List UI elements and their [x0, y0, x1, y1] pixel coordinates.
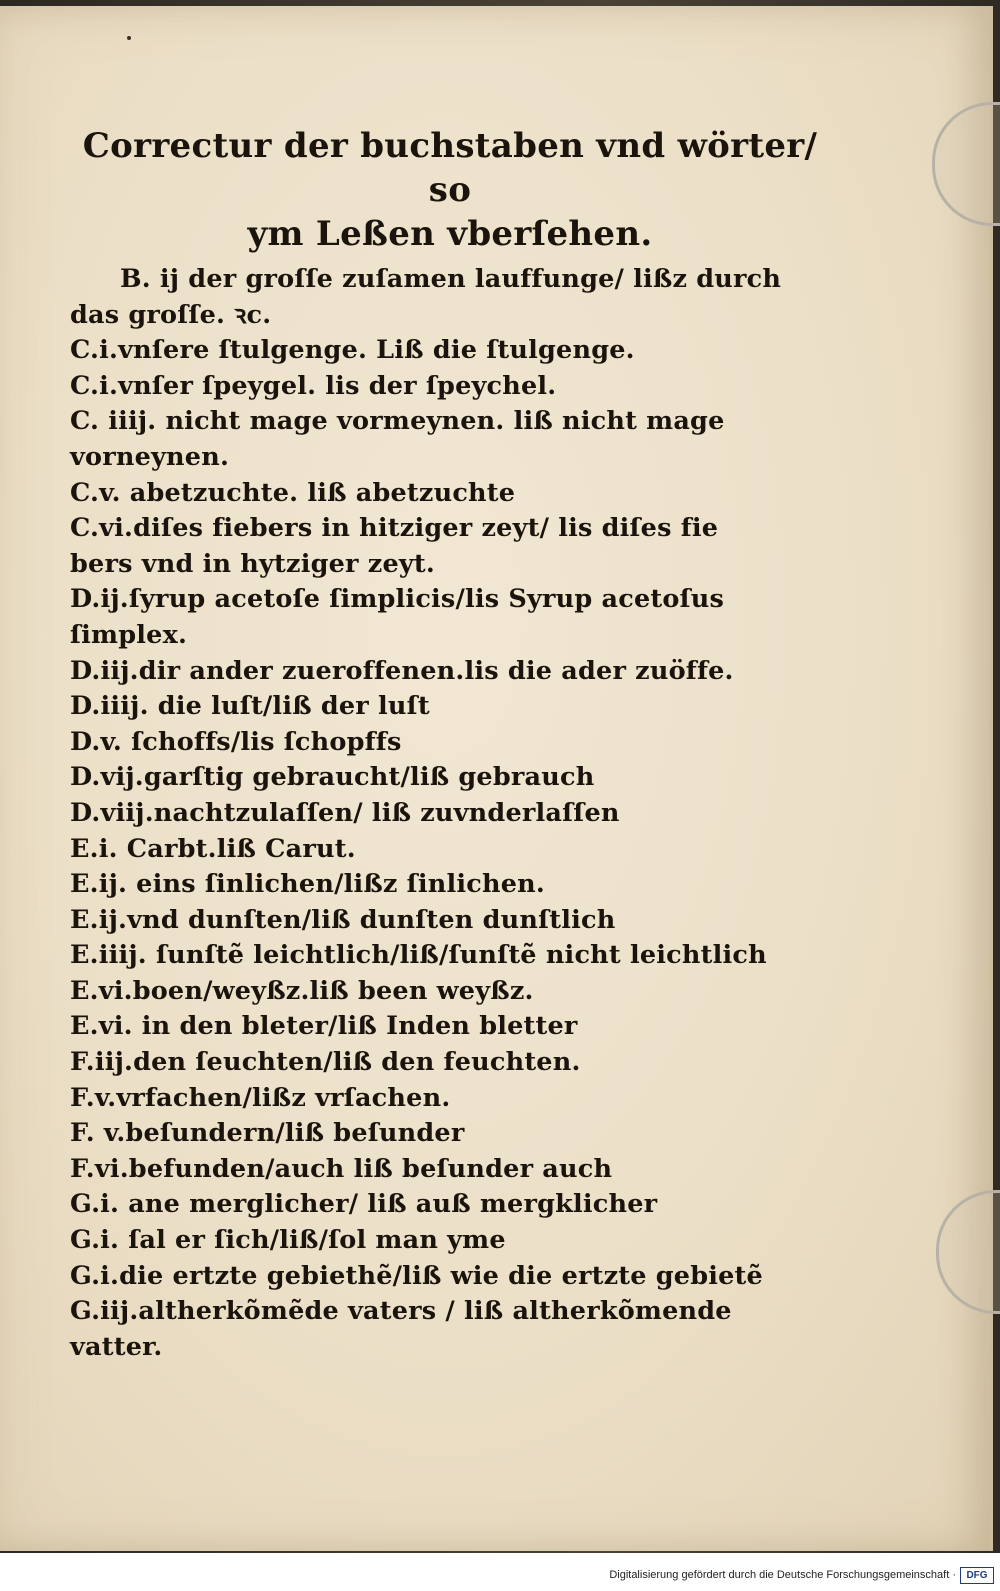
errata-entry: F.v.vrfachen/lißz vrſachen.: [70, 1082, 451, 1113]
dfg-logo: DFG: [960, 1567, 994, 1584]
errata-list: [70, 262, 820, 1365]
errata-entry: vatter.: [70, 1331, 163, 1362]
errata-entry: E.ij.vnd dunſten/liß dunſten dunſtlich: [70, 904, 616, 935]
errata-entry: C.v. abetzuchte. liß abetzuchte: [70, 477, 516, 508]
errata-entry: E.vi.boen/weyßz.liß been weyßz.: [70, 975, 534, 1006]
errata-entry: G.i. ſal er ſich/liß/ſol man yme: [70, 1225, 506, 1256]
errata-entry: D.viij.nachtzulaſſen/ liß zuvnderlaſſen: [70, 797, 620, 828]
errata-entry: G.i. ane merglicher/ liß auß mergklicher: [70, 1189, 658, 1220]
errata-entry: ſimplex.: [70, 619, 188, 650]
book-page: [0, 6, 993, 1551]
errata-entry: D.iij.dir ander zueroffenen.lis die ader zuöffe.: [70, 655, 734, 686]
errata-entry: D.iiij. die luſt/liß der luſt: [70, 691, 430, 722]
footer-bar: [0, 1553, 1000, 1591]
errata-entry: D.ij.ſyrup acetoſe ſimplicis/lis Syrup acetoſus: [70, 584, 725, 615]
errata-entry: F. v.beſundern/liß beſunder: [70, 1118, 465, 1149]
title-line-2: ym Leßen vberſehen.: [247, 214, 653, 254]
errata-entry: D.vij.garſtig gebraucht/liß gebrauch: [70, 762, 595, 793]
errata-entry: C.i.vnſer ſpeygel. lis der ſpeychel.: [70, 370, 557, 401]
errata-entry: C.i.vnſere ſtulgenge. Liß die ſtulgenge.: [70, 335, 635, 366]
errata-entry: E.iiij. ſunſtẽ leichtlich/liß/ſunſtẽ nicht leichtlich: [70, 940, 767, 971]
title-line-1: Correctur der buchstaben vnd wörter/ so: [82, 126, 818, 210]
errata-entry: C. iiij. nicht mage vormeynen. liß nicht mage: [70, 406, 725, 437]
errata-entry: bers vnd in hytziger zeyt.: [70, 548, 435, 579]
digitization-credit: Digitalisierung gefördert durch die Deutsche Forschungsgemeinschaft ·: [609, 1569, 956, 1581]
ink-dot: [127, 36, 131, 40]
errata-entry: E.ij. eins ſinlichen/lißz ſinlichen.: [70, 869, 545, 900]
errata-entry: E.i. Carbt.liß Carut.: [70, 833, 356, 864]
errata-entry: G.i.die ertzte gebiethẽ/liß wie die ertzte gebietẽ: [70, 1260, 763, 1291]
errata-entry: das groſſe. ꝛc.: [70, 299, 272, 330]
errata-entry: F.vi.befunden/auch liß beſunder auch: [70, 1153, 613, 1184]
errata-entry: D.v. ſchoffs/lis ſchopffs: [70, 726, 402, 757]
errata-text: [70, 124, 820, 1365]
errata-entry: F.iij.den ſeuchten/liß den feuchten.: [70, 1047, 581, 1078]
errata-entry: vorneynen.: [70, 441, 230, 472]
errata-entry: E.vi. in den bleter/liß Inden bletter: [70, 1011, 578, 1042]
errata-entry: C.vi.diſes fiebers in hitziger zeyt/ lis diſes fie: [70, 513, 719, 544]
page-title: [80, 124, 820, 256]
errata-entry: B. ij der groſſe zuſamen lauffunge/ lißz durch: [120, 264, 782, 294]
errata-entry: G.iij.altherkõmẽde vaters / liß altherkõmende: [70, 1296, 732, 1327]
